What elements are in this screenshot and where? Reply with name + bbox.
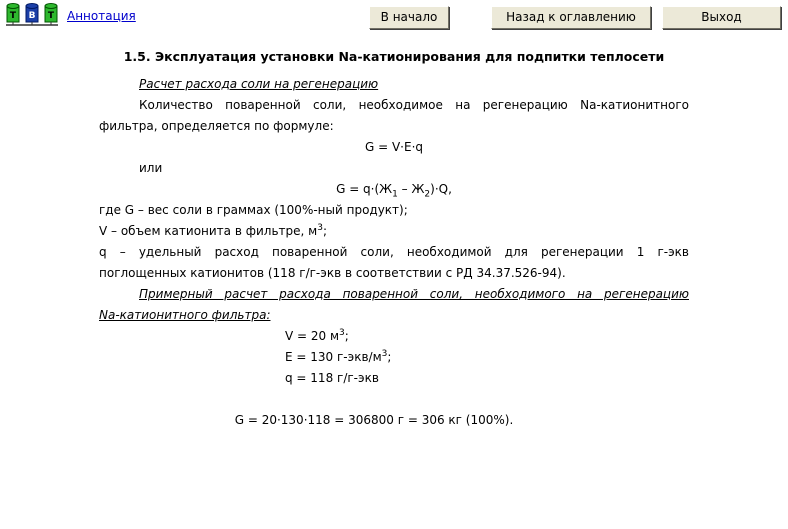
param-e: E = 130 $г-экв/м^3$; bbox=[285, 349, 392, 364]
definition-g: где G – вес соли в граммах (100%-ный продукт); bbox=[99, 203, 408, 217]
logo-letter-1: Т bbox=[9, 11, 17, 21]
formula-2: $G = q\cdot(Ж_1 - Ж_2)\cdot Q$, bbox=[336, 182, 452, 200]
definition-v: V – объем катионита в фильтре, $м^3$; bbox=[99, 223, 327, 238]
logo-letter-3: Т bbox=[47, 11, 55, 21]
definition-q: q – удельный расход поваренной соли, необходимой для регенерации 1 г-экв bbox=[99, 245, 689, 259]
param-q: q = 118 г/г-экв bbox=[285, 371, 379, 385]
section-heading-example: Примерный расчет расхода поваренной соли, необходимого на регенерацию bbox=[139, 287, 689, 301]
back-to-toc-button[interactable]: Назад к оглавлению bbox=[491, 6, 651, 29]
logo-letter-2: В bbox=[28, 11, 36, 21]
result-formula: G = 20·130·118 = 306800 г = 306 кг (100%). bbox=[234, 413, 514, 427]
app-logo-icon[interactable] bbox=[6, 2, 58, 28]
page-title: 1.5. Эксплуатация установки Na-катионирования для подпитки теплосети bbox=[123, 49, 665, 64]
section-heading-salt-consumption: Расчет расхода соли на регенерацию bbox=[139, 77, 379, 91]
formula-1: G = V·E·q bbox=[364, 140, 424, 154]
exit-button[interactable]: Выход bbox=[662, 6, 781, 29]
paragraph-line: Количество поваренной соли, необходимое на регенерацию Na-катионитного bbox=[139, 98, 689, 112]
paragraph-line: фильтра, определяется по формуле: bbox=[99, 119, 334, 133]
home-button[interactable]: В начало bbox=[369, 6, 449, 29]
param-v: V = 20 $м^3$; bbox=[285, 328, 349, 343]
or-text: или bbox=[139, 161, 163, 175]
section-heading-example-continued: Na-катионитного фильтра: bbox=[99, 308, 271, 322]
annotation-link[interactable]: Аннотация bbox=[67, 9, 136, 23]
definition-q-continued: поглощенных катионитов (118 г/г-экв в соответствии с РД 34.37.526-94). bbox=[99, 266, 566, 280]
article-body bbox=[99, 74, 689, 431]
